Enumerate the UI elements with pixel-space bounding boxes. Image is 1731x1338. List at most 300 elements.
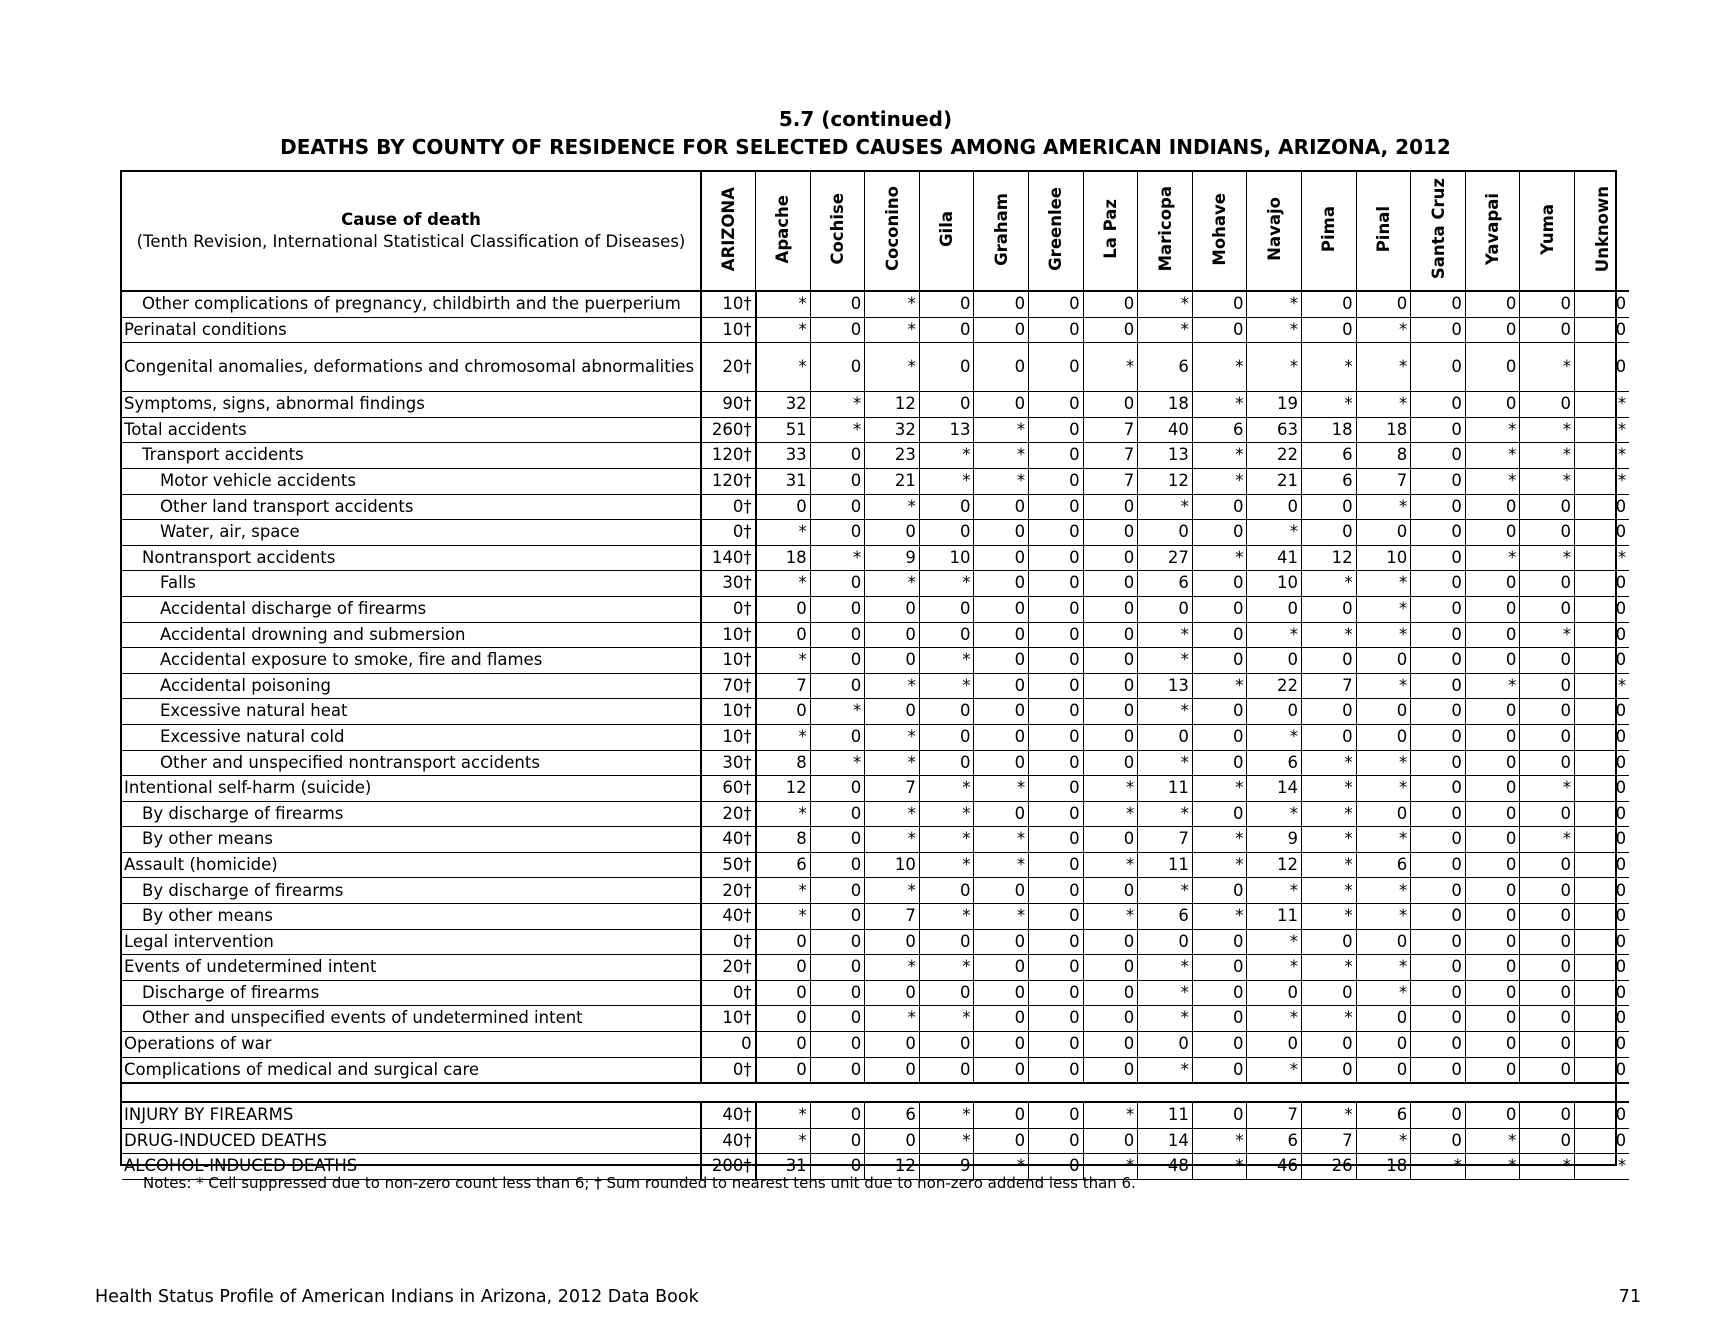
- cell-cochise: 0: [810, 1057, 865, 1083]
- cell-la-paz: 0: [1083, 520, 1138, 546]
- cell-mohave: 0: [1192, 648, 1247, 674]
- cell-pinal: *: [1356, 571, 1411, 597]
- column-header-greenlee: [1029, 172, 1084, 291]
- cause-header-title: Cause of death: [341, 209, 481, 229]
- cell-greenlee: 0: [1029, 291, 1084, 317]
- cell-pinal: *: [1356, 878, 1411, 904]
- cell-arizona: 10†: [701, 724, 756, 750]
- cell-greenlee: 0: [1029, 571, 1084, 597]
- table-row: [122, 571, 1629, 597]
- cell-la-paz: 0: [1083, 1128, 1138, 1154]
- cell-santa-cruz: 0: [1411, 622, 1466, 648]
- cell-apache: 0: [756, 622, 811, 648]
- row-label: DRUG-INDUCED DEATHS: [122, 1128, 701, 1154]
- cell-apache: 31: [756, 1154, 811, 1180]
- cell-pima: 0: [1302, 494, 1357, 520]
- cell-arizona: 10†: [701, 317, 756, 343]
- cell-yavapai: 0: [1465, 392, 1520, 418]
- row-label: Legal intervention: [122, 929, 701, 955]
- cell-coconino: *: [865, 571, 920, 597]
- cell-yavapai: 0: [1465, 596, 1520, 622]
- cell-pima: 26: [1302, 1154, 1357, 1180]
- cell-coconino: 7: [865, 776, 920, 802]
- cell-unknown: *: [1575, 1154, 1630, 1180]
- cell-unknown: 0: [1575, 776, 1630, 802]
- cell-arizona: 0†: [701, 980, 756, 1006]
- cell-yavapai: *: [1465, 673, 1520, 699]
- cell-greenlee: 0: [1029, 980, 1084, 1006]
- cell-mohave: *: [1192, 1154, 1247, 1180]
- table-row: [122, 929, 1629, 955]
- cell-apache: 51: [756, 417, 811, 443]
- cell-santa-cruz: 0: [1411, 1102, 1466, 1128]
- cell-yavapai: 0: [1465, 1057, 1520, 1083]
- cell-yuma: 0: [1520, 1128, 1575, 1154]
- cell-yuma: *: [1520, 468, 1575, 494]
- cell-unknown: 0: [1575, 1057, 1630, 1083]
- cell-yavapai: 0: [1465, 291, 1520, 317]
- cell-apache: 0: [756, 980, 811, 1006]
- cell-la-paz: *: [1083, 801, 1138, 827]
- table-row: [122, 392, 1629, 418]
- cell-navajo: 21: [1247, 468, 1302, 494]
- cell-pinal: 6: [1356, 852, 1411, 878]
- cell-pinal: *: [1356, 317, 1411, 343]
- cell-unknown: 0: [1575, 1128, 1630, 1154]
- cell-cochise: 0: [810, 801, 865, 827]
- cell-cochise: 0: [810, 1128, 865, 1154]
- cell-greenlee: 0: [1029, 520, 1084, 546]
- cell-gila: 0: [919, 699, 974, 725]
- cell-coconino: *: [865, 1006, 920, 1032]
- cell-santa-cruz: 0: [1411, 827, 1466, 853]
- cell-greenlee: 0: [1029, 596, 1084, 622]
- cell-mohave: 0: [1192, 724, 1247, 750]
- cell-arizona: 70†: [701, 673, 756, 699]
- cell-unknown: 0: [1575, 801, 1630, 827]
- cell-yavapai: 0: [1465, 1102, 1520, 1128]
- cell-arizona: 0†: [701, 929, 756, 955]
- cell-greenlee: 0: [1029, 801, 1084, 827]
- cell-apache: 32: [756, 392, 811, 418]
- cell-pinal: 0: [1356, 929, 1411, 955]
- cell-cochise: 0: [810, 317, 865, 343]
- cell-yavapai: 0: [1465, 343, 1520, 392]
- cell-la-paz: *: [1083, 852, 1138, 878]
- table-row: [122, 980, 1629, 1006]
- cell-cochise: *: [810, 545, 865, 571]
- cell-apache: *: [756, 648, 811, 674]
- cell-yuma: 0: [1520, 571, 1575, 597]
- cell-yavapai: 0: [1465, 1032, 1520, 1058]
- cell-yuma: 0: [1520, 699, 1575, 725]
- row-label: Falls: [122, 571, 701, 597]
- cell-gila: *: [919, 648, 974, 674]
- cell-santa-cruz: 0: [1411, 443, 1466, 469]
- cell-yuma: 0: [1520, 724, 1575, 750]
- cell-navajo: *: [1247, 291, 1302, 317]
- cell-gila: *: [919, 443, 974, 469]
- table-row: [122, 291, 1629, 317]
- cell-cochise: 0: [810, 1032, 865, 1058]
- cell-pinal: 0: [1356, 520, 1411, 546]
- cell-arizona: 0†: [701, 494, 756, 520]
- column-header-label: Yuma: [1537, 203, 1557, 255]
- cell-santa-cruz: 0: [1411, 724, 1466, 750]
- cell-graham: 0: [974, 392, 1029, 418]
- cell-pinal: *: [1356, 980, 1411, 1006]
- table-body: [122, 291, 1629, 1180]
- cell-graham: 0: [974, 929, 1029, 955]
- cell-yuma: *: [1520, 827, 1575, 853]
- cell-yuma: 0: [1520, 648, 1575, 674]
- cell-greenlee: 0: [1029, 904, 1084, 930]
- cell-arizona: 120†: [701, 443, 756, 469]
- cell-arizona: 260†: [701, 417, 756, 443]
- cell-mohave: *: [1192, 468, 1247, 494]
- cell-yavapai: 0: [1465, 648, 1520, 674]
- cell-pinal: 0: [1356, 1057, 1411, 1083]
- cell-santa-cruz: 0: [1411, 852, 1466, 878]
- table-row: [122, 596, 1629, 622]
- cell-mohave: 0: [1192, 1006, 1247, 1032]
- cell-unknown: 0: [1575, 878, 1630, 904]
- cell-greenlee: 0: [1029, 776, 1084, 802]
- cell-navajo: *: [1247, 1057, 1302, 1083]
- cell-graham: 0: [974, 291, 1029, 317]
- cell-apache: 12: [756, 776, 811, 802]
- column-header-label: Cochise: [827, 193, 847, 265]
- cell-pinal: *: [1356, 750, 1411, 776]
- cell-graham: 0: [974, 622, 1029, 648]
- cell-navajo: 0: [1247, 699, 1302, 725]
- cell-yavapai: 0: [1465, 852, 1520, 878]
- cell-arizona: 140†: [701, 545, 756, 571]
- row-label: Perinatal conditions: [122, 317, 701, 343]
- cell-unknown: *: [1575, 417, 1630, 443]
- cell-coconino: *: [865, 878, 920, 904]
- cell-greenlee: 0: [1029, 724, 1084, 750]
- cell-greenlee: 0: [1029, 1006, 1084, 1032]
- cell-pima: 0: [1302, 699, 1357, 725]
- cell-greenlee: 0: [1029, 1154, 1084, 1180]
- cell-yavapai: 0: [1465, 929, 1520, 955]
- cell-cochise: 0: [810, 673, 865, 699]
- cell-graham: 0: [974, 673, 1029, 699]
- cell-navajo: *: [1247, 724, 1302, 750]
- cell-unknown: 0: [1575, 494, 1630, 520]
- cell-mohave: *: [1192, 776, 1247, 802]
- column-header-label: Pima: [1319, 205, 1339, 253]
- cell-santa-cruz: 0: [1411, 673, 1466, 699]
- cell-mohave: 0: [1192, 291, 1247, 317]
- cell-coconino: 10: [865, 852, 920, 878]
- row-label: By other means: [122, 827, 701, 853]
- cell-yavapai: 0: [1465, 317, 1520, 343]
- cell-santa-cruz: 0: [1411, 904, 1466, 930]
- cell-santa-cruz: 0: [1411, 1128, 1466, 1154]
- cell-mohave: 0: [1192, 980, 1247, 1006]
- cell-yavapai: 0: [1465, 1006, 1520, 1032]
- cell-cochise: *: [810, 750, 865, 776]
- cell-coconino: 23: [865, 443, 920, 469]
- cell-mohave: 0: [1192, 929, 1247, 955]
- cell-maricopa: 0: [1138, 724, 1193, 750]
- row-label: Accidental drowning and submersion: [122, 622, 701, 648]
- section-spacer: [122, 1083, 1629, 1102]
- row-label: Symptoms, signs, abnormal findings: [122, 392, 701, 418]
- column-header-label: Maricopa: [1155, 186, 1175, 272]
- cell-cochise: *: [810, 699, 865, 725]
- cell-navajo: *: [1247, 317, 1302, 343]
- cell-graham: 0: [974, 317, 1029, 343]
- cell-arizona: 50†: [701, 852, 756, 878]
- cell-greenlee: 0: [1029, 1128, 1084, 1154]
- cell-la-paz: 0: [1083, 699, 1138, 725]
- cell-cochise: 0: [810, 1102, 865, 1128]
- cell-gila: 0: [919, 596, 974, 622]
- cell-coconino: *: [865, 750, 920, 776]
- cell-santa-cruz: 0: [1411, 776, 1466, 802]
- cell-apache: *: [756, 1102, 811, 1128]
- cell-arizona: 10†: [701, 699, 756, 725]
- cell-navajo: 41: [1247, 545, 1302, 571]
- cell-apache: 7: [756, 673, 811, 699]
- cell-yavapai: 0: [1465, 801, 1520, 827]
- cell-maricopa: *: [1138, 317, 1193, 343]
- cell-gila: 0: [919, 750, 974, 776]
- cell-pinal: *: [1356, 596, 1411, 622]
- cell-santa-cruz: 0: [1411, 571, 1466, 597]
- cell-la-paz: 0: [1083, 673, 1138, 699]
- footer-title: Health Status Profile of American Indians in Arizona, 2012 Data Book: [95, 1287, 699, 1307]
- cell-greenlee: 0: [1029, 673, 1084, 699]
- cell-coconino: *: [865, 724, 920, 750]
- cell-arizona: 0: [701, 1032, 756, 1058]
- cell-coconino: 0: [865, 1032, 920, 1058]
- cell-graham: 0: [974, 955, 1029, 981]
- table-row: [122, 1128, 1629, 1154]
- cell-pima: *: [1302, 571, 1357, 597]
- cell-la-paz: 0: [1083, 571, 1138, 597]
- cell-cochise: 0: [810, 520, 865, 546]
- cell-la-paz: 0: [1083, 596, 1138, 622]
- table-row: [122, 1057, 1629, 1083]
- cell-yuma: 0: [1520, 904, 1575, 930]
- cell-coconino: 6: [865, 1102, 920, 1128]
- cell-yavapai: 0: [1465, 904, 1520, 930]
- cell-maricopa: 14: [1138, 1128, 1193, 1154]
- cell-gila: *: [919, 673, 974, 699]
- cell-mohave: *: [1192, 673, 1247, 699]
- cell-yuma: 0: [1520, 1006, 1575, 1032]
- cell-graham: 0: [974, 648, 1029, 674]
- row-label: Transport accidents: [122, 443, 701, 469]
- cell-gila: 0: [919, 1057, 974, 1083]
- cell-la-paz: 0: [1083, 955, 1138, 981]
- cell-mohave: *: [1192, 827, 1247, 853]
- cell-greenlee: 0: [1029, 392, 1084, 418]
- cell-gila: 0: [919, 929, 974, 955]
- cell-maricopa: *: [1138, 291, 1193, 317]
- cell-arizona: 20†: [701, 801, 756, 827]
- cell-mohave: 0: [1192, 317, 1247, 343]
- cell-cochise: 0: [810, 776, 865, 802]
- cell-yuma: 0: [1520, 801, 1575, 827]
- cell-maricopa: 27: [1138, 545, 1193, 571]
- cell-yuma: 0: [1520, 520, 1575, 546]
- cell-la-paz: 0: [1083, 1032, 1138, 1058]
- cell-maricopa: 11: [1138, 852, 1193, 878]
- cell-apache: *: [756, 520, 811, 546]
- cell-unknown: 0: [1575, 904, 1630, 930]
- cell-santa-cruz: *: [1411, 1154, 1466, 1180]
- cell-pinal: *: [1356, 776, 1411, 802]
- table-row: [122, 724, 1629, 750]
- cell-pima: 0: [1302, 980, 1357, 1006]
- cell-greenlee: 0: [1029, 852, 1084, 878]
- cell-pima: 18: [1302, 417, 1357, 443]
- column-header-label: Graham: [991, 192, 1011, 266]
- cell-unknown: *: [1575, 443, 1630, 469]
- cell-cochise: 0: [810, 929, 865, 955]
- cell-maricopa: *: [1138, 878, 1193, 904]
- cell-unknown: 0: [1575, 980, 1630, 1006]
- row-label: Motor vehicle accidents: [122, 468, 701, 494]
- cell-arizona: 20†: [701, 955, 756, 981]
- cell-navajo: 6: [1247, 750, 1302, 776]
- column-header-cochise: [810, 172, 865, 291]
- cell-navajo: *: [1247, 343, 1302, 392]
- column-header-label: Apache: [773, 194, 793, 264]
- cell-yuma: 0: [1520, 1057, 1575, 1083]
- column-header-yavapai: [1465, 172, 1520, 291]
- cell-cochise: 0: [810, 596, 865, 622]
- cell-arizona: 40†: [701, 1128, 756, 1154]
- cell-yuma: *: [1520, 1154, 1575, 1180]
- cell-mohave: *: [1192, 852, 1247, 878]
- cell-unknown: 0: [1575, 750, 1630, 776]
- cell-cochise: 0: [810, 904, 865, 930]
- column-header-arizona: [701, 172, 756, 291]
- cell-santa-cruz: 0: [1411, 520, 1466, 546]
- cell-la-paz: 0: [1083, 750, 1138, 776]
- cell-santa-cruz: 0: [1411, 1032, 1466, 1058]
- cell-greenlee: 0: [1029, 878, 1084, 904]
- cell-maricopa: 0: [1138, 1032, 1193, 1058]
- cell-mohave: 0: [1192, 596, 1247, 622]
- cell-graham: 0: [974, 801, 1029, 827]
- table-row: [122, 801, 1629, 827]
- row-label: Events of undetermined intent: [122, 955, 701, 981]
- table-row: [122, 1032, 1629, 1058]
- column-header-maricopa: [1138, 172, 1193, 291]
- cell-arizona: 10†: [701, 622, 756, 648]
- cell-gila: *: [919, 955, 974, 981]
- table-row: [122, 904, 1629, 930]
- cell-greenlee: 0: [1029, 827, 1084, 853]
- cell-navajo: 0: [1247, 980, 1302, 1006]
- cell-graham: *: [974, 852, 1029, 878]
- cell-pinal: *: [1356, 827, 1411, 853]
- cell-apache: 0: [756, 1057, 811, 1083]
- cell-pima: *: [1302, 392, 1357, 418]
- table-row: [122, 545, 1629, 571]
- cell-santa-cruz: 0: [1411, 878, 1466, 904]
- cell-greenlee: 0: [1029, 750, 1084, 776]
- cell-cochise: 0: [810, 571, 865, 597]
- table-notes: Notes: * Cell suppressed due to non-zero count less than 6; † Sum rounded to nearest tens unit due to non-zero addend less than 6.: [143, 1174, 1136, 1192]
- cell-yavapai: *: [1465, 1154, 1520, 1180]
- cell-pima: 0: [1302, 1057, 1357, 1083]
- column-header-unknown: [1575, 172, 1630, 291]
- cell-arizona: 0†: [701, 1057, 756, 1083]
- cell-santa-cruz: 0: [1411, 596, 1466, 622]
- cell-arizona: 0†: [701, 596, 756, 622]
- cell-mohave: 0: [1192, 494, 1247, 520]
- cell-apache: 6: [756, 852, 811, 878]
- cell-coconino: 0: [865, 622, 920, 648]
- table-row: [122, 750, 1629, 776]
- cell-la-paz: 0: [1083, 827, 1138, 853]
- cell-pinal: 0: [1356, 801, 1411, 827]
- row-label: Excessive natural cold: [122, 724, 701, 750]
- cell-arizona: 90†: [701, 392, 756, 418]
- cell-mohave: 6: [1192, 417, 1247, 443]
- cell-yuma: 0: [1520, 980, 1575, 1006]
- row-label: By discharge of firearms: [122, 878, 701, 904]
- cell-cochise: 0: [810, 955, 865, 981]
- cell-maricopa: 48: [1138, 1154, 1193, 1180]
- cell-gila: *: [919, 827, 974, 853]
- spacer-cell: [122, 1083, 1629, 1102]
- cell-yavapai: *: [1465, 1128, 1520, 1154]
- cell-pima: 6: [1302, 468, 1357, 494]
- cell-cochise: *: [810, 417, 865, 443]
- cell-cochise: 0: [810, 724, 865, 750]
- cell-coconino: *: [865, 955, 920, 981]
- cell-yavapai: 0: [1465, 750, 1520, 776]
- cell-graham: 0: [974, 1032, 1029, 1058]
- column-header-label: Navajo: [1264, 197, 1284, 261]
- row-label: Assault (homicide): [122, 852, 701, 878]
- cell-navajo: 11: [1247, 904, 1302, 930]
- table-row: [122, 852, 1629, 878]
- cell-greenlee: 0: [1029, 648, 1084, 674]
- column-header-label: Coconino: [882, 186, 902, 272]
- cell-pima: 7: [1302, 1128, 1357, 1154]
- column-header-label: Mohave: [1210, 192, 1230, 266]
- table-row: [122, 622, 1629, 648]
- cell-greenlee: 0: [1029, 955, 1084, 981]
- cell-gila: 0: [919, 1032, 974, 1058]
- cell-la-paz: 7: [1083, 443, 1138, 469]
- cell-la-paz: 0: [1083, 1057, 1138, 1083]
- cell-maricopa: 6: [1138, 571, 1193, 597]
- cell-graham: 0: [974, 1128, 1029, 1154]
- cell-gila: *: [919, 904, 974, 930]
- cell-navajo: 0: [1247, 596, 1302, 622]
- cell-pinal: 0: [1356, 291, 1411, 317]
- cell-unknown: *: [1575, 392, 1630, 418]
- cell-mohave: *: [1192, 343, 1247, 392]
- row-label: By discharge of firearms: [122, 801, 701, 827]
- cell-coconino: 0: [865, 980, 920, 1006]
- cell-graham: *: [974, 1154, 1029, 1180]
- cell-pima: 0: [1302, 724, 1357, 750]
- cell-pinal: 18: [1356, 417, 1411, 443]
- row-label: Excessive natural heat: [122, 699, 701, 725]
